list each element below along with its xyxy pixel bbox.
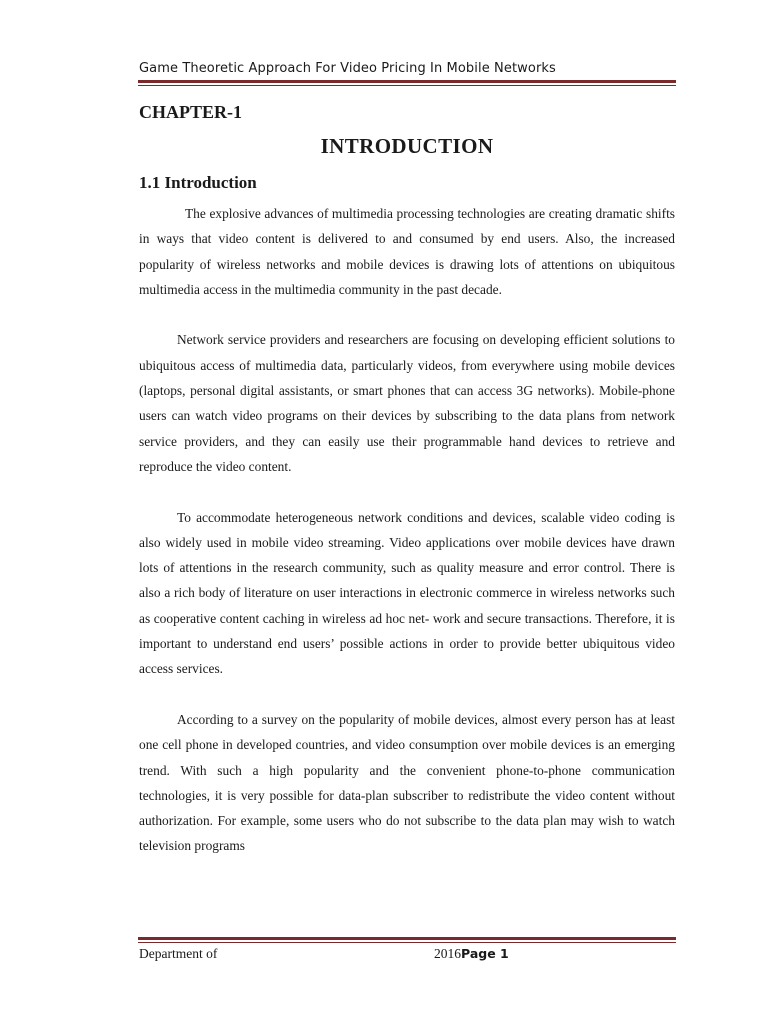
footer-page: [434, 946, 509, 962]
paragraph: Network service providers and researchers are focusing on developing efficient solutions to ubiquitous access of multimedia data, particularly videos, from everywhere using mobile devices (laptops, personal digital assistants, or smart phones that can access 3G networks). Mobile-phone users can watch video programs on their devices by subscribing to the data plans from network service providers, and they can easily use their programmable hand devices to retrieve and reproduce the video content.: [139, 332, 675, 474]
running-header: Game Theoretic Approach For Video Pricing In Mobile Networks: [139, 61, 556, 76]
header-rule-thick: [138, 80, 676, 83]
body-text: [139, 201, 675, 884]
footer-rule-thick: [138, 937, 676, 940]
footer-rule-thin: [138, 942, 676, 943]
chapter-label: CHAPTER-1: [139, 102, 242, 122]
footer-department: Department of: [139, 946, 218, 961]
section-heading: 1.1 Introduction: [139, 173, 257, 192]
footer-year: 2016: [434, 946, 461, 961]
paragraph: To accommodate heterogeneous network conditions and devices, scalable video coding is also widely used in mobile video streaming. Video applications over mobile devices have drawn lots of attentions in the research community, such as quality measure and error control. There is also a rich body of literature on user interactions in electronic commerce in wireless networks such as cooperative content caching in wireless ad hoc net- work and secure transactions. Therefore, it is important to understand end users’ possible actions in order to provide better ubiquitous video access services.: [139, 509, 675, 677]
header-rule-thin: [138, 85, 676, 86]
chapter-title: INTRODUCTION: [320, 134, 494, 158]
paragraph: The explosive advances of multimedia processing technologies are creating dramatic shifts in ways that video content is delivered to and consumed by end users. Also, the increased popularity of wireless networks and mobile devices is drawing lots of attentions on ubiquitous multimedia access in the multimedia community in the past decade.: [139, 206, 675, 297]
paragraph: According to a survey on the popularity of mobile devices, almost every person has at least one cell phone in developed countries, and video consumption over mobile devices is an emerging trend. With such a high popularity and the convenient phone-to-phone communication technologies, it is very possible for data-plan subscriber to redistribute the video content without authorization. For example, some users who do not subscribe to the data plan may wish to watch television programs: [139, 711, 675, 854]
footer-page-number: Page 1: [461, 946, 509, 961]
